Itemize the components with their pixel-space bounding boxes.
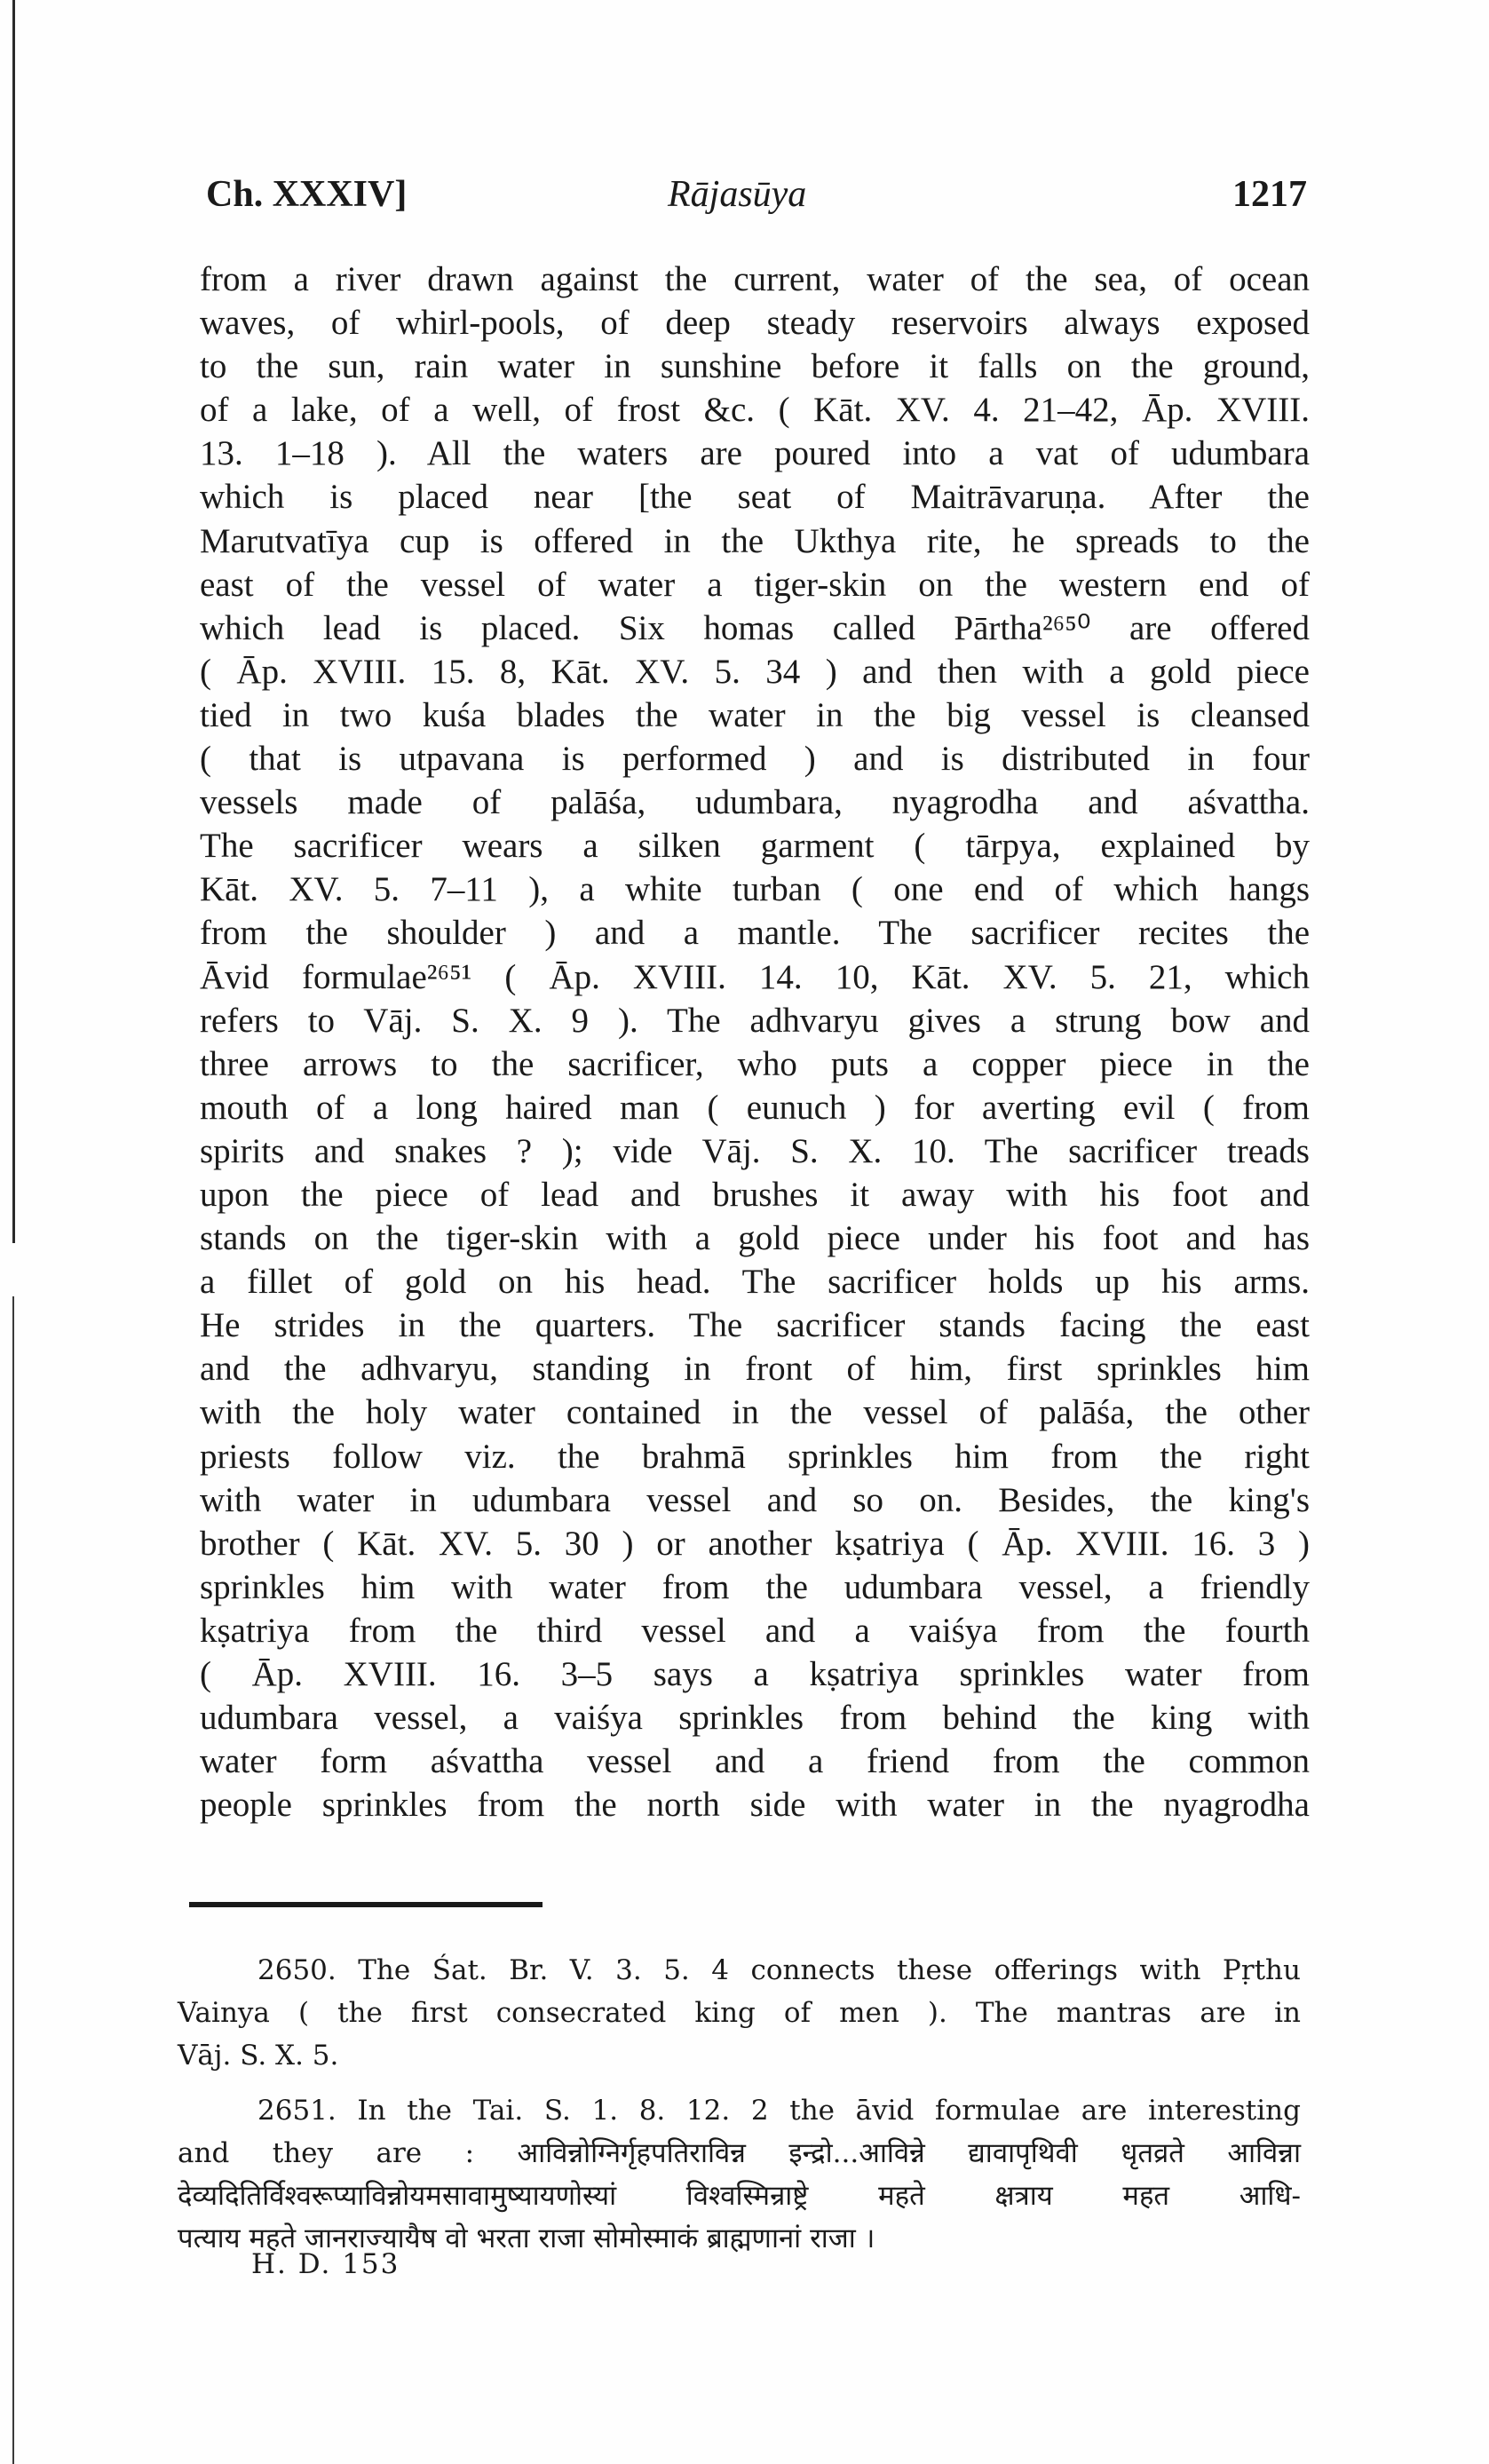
footnote-line-sanskrit: and they are : आविन्नोग्निर्गृहपतिराविन्न इन्द्रो...आविन्ने द्यावापृथिवी धृतव्रते आविन्ना bbox=[178, 2137, 1301, 2169]
footnote-2650 bbox=[178, 1949, 1301, 2077]
text-line: 13. 1–18 ). All the waters are poured into a vat of udumbara bbox=[200, 434, 1310, 473]
text-line: The sacrificer wears a silken garment ( tārpya, explained by bbox=[200, 827, 1310, 866]
text-line: with the holy water contained in the vessel of palāśa, the other bbox=[200, 1393, 1310, 1432]
text-line: and the adhvaryu, standing in front of him, first sprinkles him bbox=[200, 1350, 1310, 1389]
text-line: udumbara vessel, a vaiśya sprinkles from behind the king with bbox=[200, 1699, 1310, 1738]
text-line: Āvid formulae²⁶⁵¹ ( Āp. XVIII. 14. 10, Kāt. XV. 5. 21, which bbox=[200, 957, 1310, 996]
text-line: of a lake, of a well, of frost &c. ( Kāt. XV. 4. 21–42, Āp. XVIII. bbox=[200, 391, 1310, 430]
text-line: ( Āp. XVIII. 16. 3–5 says a kṣatriya sprinkles water from bbox=[200, 1655, 1310, 1693]
text-line: waves, of whirl-pools, of deep steady reservoirs always exposed bbox=[200, 304, 1310, 343]
text-line: priests follow viz. the brahmā sprinkles him from the right bbox=[200, 1437, 1310, 1476]
text-line: sprinkles him with water from the udumbara vessel, a friendly bbox=[200, 1567, 1310, 1606]
footnote-line-sanskrit: पत्याय महते जानराज्यायैष वो भरता राजा सोमोस्माकं ब्राह्मणानां राजा । bbox=[178, 2222, 875, 2254]
body-text bbox=[200, 257, 1310, 1826]
footnote-line: Vainya ( the first consecrated king of men ). The mantras are in bbox=[178, 1997, 1301, 2029]
running-title: Rājasūya bbox=[668, 174, 807, 215]
text-line: three arrows to the sacrificer, who puts a copper piece in the bbox=[200, 1044, 1310, 1083]
text-line: Marutvatīya cup is offered in the Ukthya rite, he spreads to the bbox=[200, 521, 1310, 560]
text-line: brother ( Kāt. XV. 5. 30 ) or another kṣatriya ( Āp. XVIII. 16. 3 ) bbox=[200, 1524, 1310, 1563]
text-line: to the sun, rain water in sunshine before it falls on the ground, bbox=[200, 347, 1310, 386]
text-line: which is placed near [the seat of Maitrāvaruṇa. After the bbox=[200, 478, 1310, 517]
text-line: Kāt. XV. 5. 7–11 ), a white turban ( one end of which hangs bbox=[200, 870, 1310, 909]
text-line: stands on the tiger-skin with a gold piece under his foot and has bbox=[200, 1219, 1310, 1258]
footnote-2651 bbox=[178, 2089, 1301, 2260]
scan-edge-line bbox=[12, 0, 15, 1243]
text-line: upon the piece of lead and brushes it away with his foot and bbox=[200, 1175, 1310, 1214]
text-line: which lead is placed. Six homas called Pārtha²⁶⁵⁰ are offered bbox=[200, 608, 1310, 647]
footnote-line: 2650. The Śat. Br. V. 3. 5. 4 connects these offerings with Pṛthu bbox=[257, 1954, 1301, 1986]
text-line: mouth of a long haired man ( eunuch ) for averting evil ( from bbox=[200, 1088, 1310, 1127]
text-line: He strides in the quarters. The sacrificer stands facing the east bbox=[200, 1306, 1310, 1345]
text-line: from a river drawn against the current, water of the sea, of ocean bbox=[200, 260, 1310, 298]
text-line: tied in two kuśa blades the water in the big vessel is cleansed bbox=[200, 695, 1310, 734]
text-line: from the shoulder ) and a mantle. The sacrificer recites the bbox=[200, 914, 1310, 953]
printer-signature: H. D. 153 bbox=[251, 2248, 400, 2280]
footnote-line: Vāj. S. X. 5. bbox=[178, 2040, 339, 2072]
footnote-separator-rule bbox=[189, 1902, 543, 1907]
text-line: refers to Vāj. S. X. 9 ). The adhvaryu gives a strung bow and bbox=[200, 1001, 1310, 1040]
text-line: water form aśvattha vessel and a friend from the common bbox=[200, 1742, 1310, 1781]
page-number: 1217 bbox=[1232, 174, 1307, 215]
text-line: vessels made of palāśa, udumbara, nyagrodha and aśvattha. bbox=[200, 783, 1310, 822]
text-line: kṣatriya from the third vessel and a vaiśya from the fourth bbox=[200, 1611, 1310, 1650]
text-line: with water in udumbara vessel and so on. Besides, the king's bbox=[200, 1480, 1310, 1519]
footnotes bbox=[178, 1949, 1301, 2272]
scan-edge-line-lower bbox=[12, 1296, 14, 2464]
running-head bbox=[206, 173, 1307, 226]
chapter-label: Ch. XXXIV] bbox=[206, 174, 408, 215]
text-line: ( that is utpavana is performed ) and is distributed in four bbox=[200, 740, 1310, 779]
footnote-line: 2651. In the Tai. S. 1. 8. 12. 2 the āvid formulae are interesting bbox=[257, 2095, 1301, 2127]
text-line: spirits and snakes ? ); vide Vāj. S. X. 10. The sacrificer treads bbox=[200, 1131, 1310, 1170]
text-line: a fillet of gold on his head. The sacrificer holds up his arms. bbox=[200, 1263, 1310, 1302]
footnote-line-sanskrit: देव्यदितिर्विश्वरूप्याविन्नोयमसावामुष्यायणोस्यां विश्वस्मिन्राष्ट्रे महते क्षत्राय महत आधि- bbox=[178, 2180, 1301, 2212]
text-line: east of the vessel of water a tiger-skin on the western end of bbox=[200, 565, 1310, 604]
text-line: ( Āp. XVIII. 15. 8, Kāt. XV. 5. 34 ) and then with a gold piece bbox=[200, 652, 1310, 691]
text-line: people sprinkles from the north side with water in the nyagrodha bbox=[200, 1786, 1310, 1825]
